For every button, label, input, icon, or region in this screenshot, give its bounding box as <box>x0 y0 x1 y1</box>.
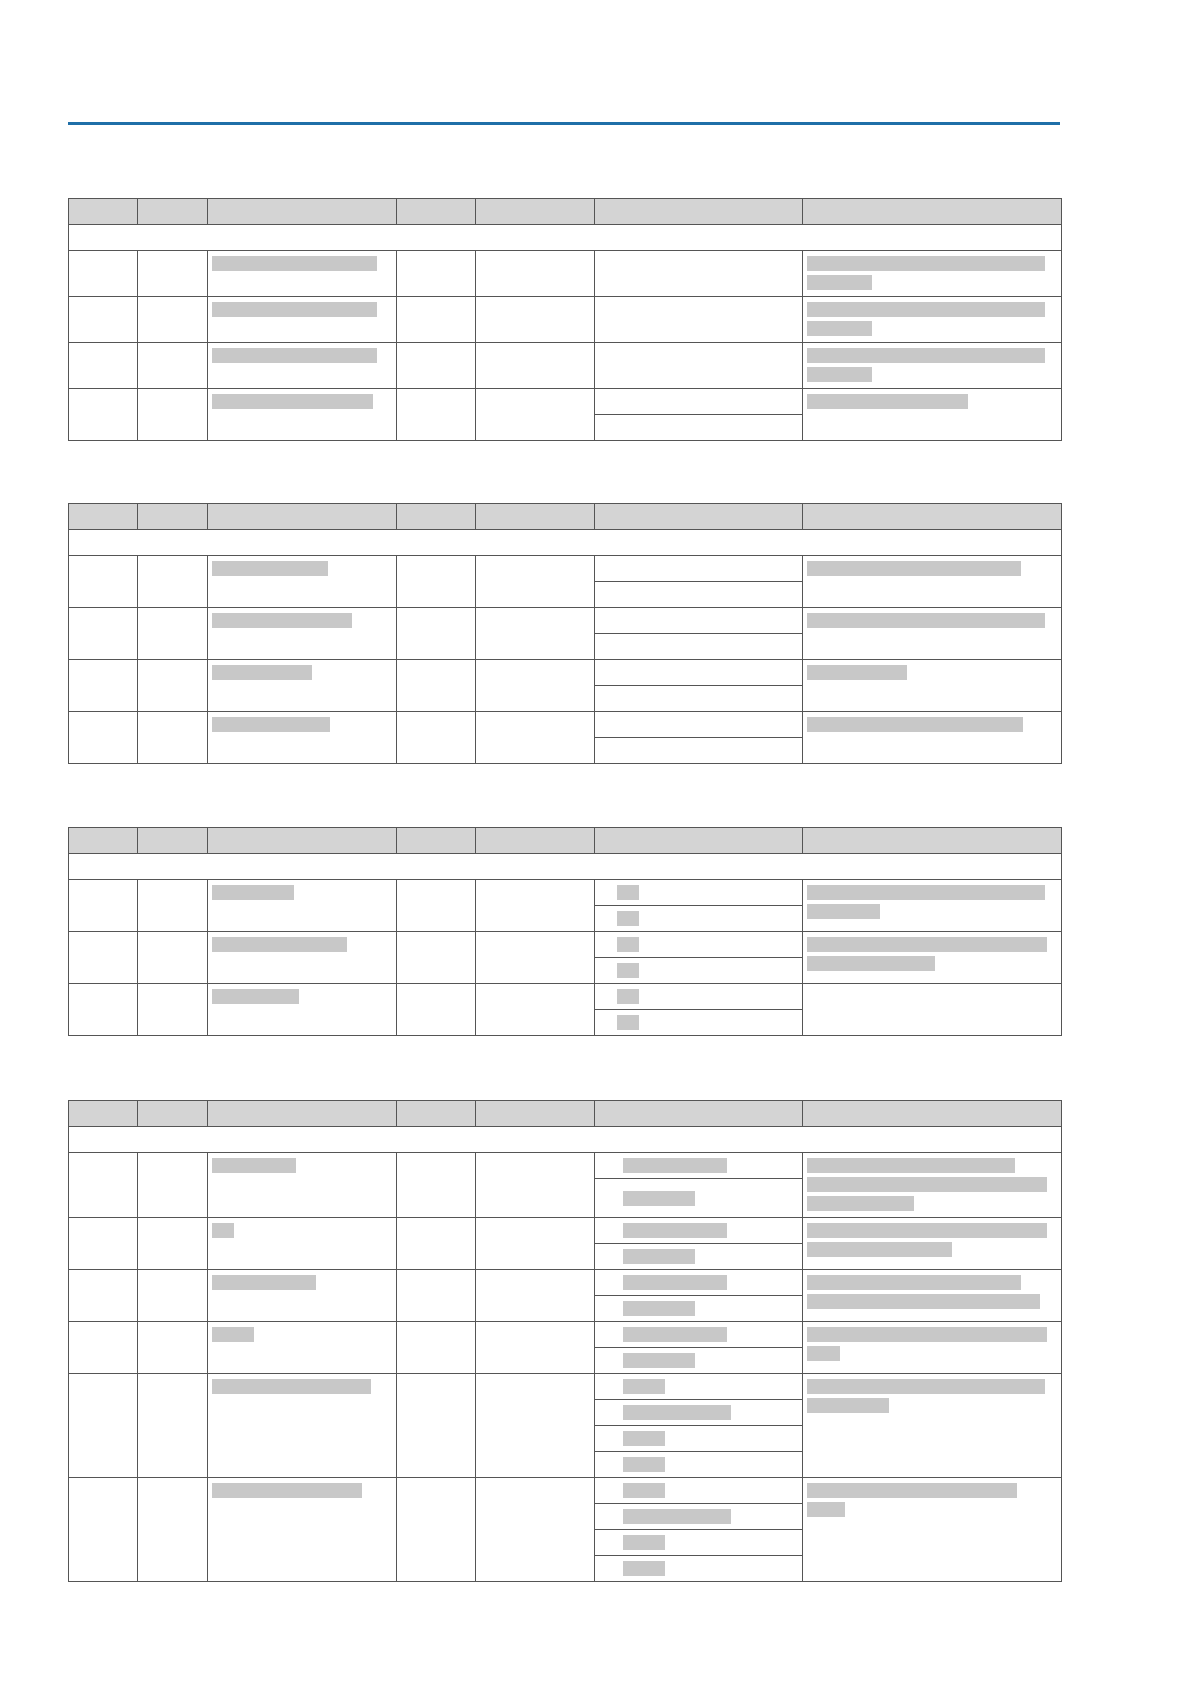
column-header <box>138 199 208 225</box>
name-cell <box>208 1478 397 1582</box>
id-cell <box>138 712 208 764</box>
redacted-text <box>807 1275 1021 1290</box>
redacted-text <box>807 1502 845 1517</box>
redacted-text <box>623 1301 695 1316</box>
redacted-text <box>212 1275 316 1290</box>
column-header <box>397 504 476 530</box>
column-header <box>397 828 476 854</box>
parameter-table <box>68 198 1062 441</box>
default-cell <box>476 297 595 343</box>
table-row <box>69 1322 1062 1348</box>
redacted-text <box>617 911 639 926</box>
table-row <box>69 389 1062 415</box>
description-cell <box>803 1322 1062 1374</box>
redacted-text <box>807 1242 952 1257</box>
option-cell <box>595 1179 803 1218</box>
option-cell <box>595 251 803 297</box>
redacted-text <box>623 1249 695 1264</box>
default-cell <box>476 932 595 984</box>
column-header <box>476 828 595 854</box>
index-cell <box>69 389 138 441</box>
name-cell <box>208 608 397 660</box>
redacted-text <box>807 367 872 382</box>
redacted-text <box>807 1398 889 1413</box>
name-cell <box>208 1374 397 1478</box>
option-cell <box>595 1296 803 1322</box>
option-cell <box>595 389 803 415</box>
id-cell <box>138 297 208 343</box>
redacted-text <box>212 561 328 576</box>
unit-cell <box>397 389 476 441</box>
id-cell <box>138 1322 208 1374</box>
option-cell <box>595 1400 803 1426</box>
redacted-text <box>807 1346 840 1361</box>
unit-cell <box>397 608 476 660</box>
column-header <box>595 828 803 854</box>
index-cell <box>69 608 138 660</box>
table-header-row <box>69 828 1062 854</box>
id-cell <box>138 660 208 712</box>
default-cell <box>476 608 595 660</box>
redacted-text <box>807 904 880 919</box>
table-row <box>69 712 1062 738</box>
index-cell <box>69 1374 138 1478</box>
table-row <box>69 1218 1062 1244</box>
column-header <box>476 504 595 530</box>
column-header <box>138 828 208 854</box>
index-cell <box>69 556 138 608</box>
id-cell <box>138 1218 208 1270</box>
column-header <box>476 199 595 225</box>
unit-cell <box>397 251 476 297</box>
index-cell <box>69 932 138 984</box>
redacted-text <box>617 963 639 978</box>
option-cell <box>595 958 803 984</box>
table-row <box>69 880 1062 906</box>
column-header <box>69 828 138 854</box>
unit-cell <box>397 343 476 389</box>
id-cell <box>138 556 208 608</box>
redacted-text <box>807 394 968 409</box>
option-cell <box>595 1322 803 1348</box>
default-cell <box>476 1478 595 1582</box>
column-header <box>208 828 397 854</box>
description-cell <box>803 297 1062 343</box>
redacted-text <box>623 1158 727 1173</box>
description-cell <box>803 932 1062 984</box>
option-cell <box>595 1218 803 1244</box>
redacted-text <box>807 348 1045 363</box>
column-header <box>208 199 397 225</box>
table-row <box>69 984 1062 1010</box>
table-row <box>69 1153 1062 1179</box>
option-cell <box>595 712 803 738</box>
option-cell <box>595 660 803 686</box>
header-rule <box>68 122 1060 125</box>
redacted-text <box>807 717 1023 732</box>
section-heading-cell <box>69 1127 1062 1153</box>
column-header <box>138 504 208 530</box>
redacted-text <box>212 613 352 628</box>
redacted-text <box>807 665 907 680</box>
name-cell <box>208 712 397 764</box>
id-cell <box>138 984 208 1036</box>
redacted-text <box>617 1015 639 1030</box>
redacted-text <box>807 937 1047 952</box>
redacted-text <box>617 937 639 952</box>
index-cell <box>69 712 138 764</box>
redacted-text <box>807 275 872 290</box>
redacted-text <box>807 1483 1017 1498</box>
name-cell <box>208 1270 397 1322</box>
description-cell <box>803 984 1062 1036</box>
table-row <box>69 343 1062 389</box>
id-cell <box>138 1374 208 1478</box>
section-row <box>69 225 1062 251</box>
name-cell <box>208 297 397 343</box>
redacted-text <box>807 1294 1040 1309</box>
default-cell <box>476 712 595 764</box>
redacted-text <box>212 885 294 900</box>
redacted-text <box>807 1158 1015 1173</box>
redacted-text <box>623 1405 731 1420</box>
column-header <box>69 504 138 530</box>
description-cell <box>803 251 1062 297</box>
redacted-text <box>212 348 377 363</box>
section-heading-cell <box>69 225 1062 251</box>
table-row <box>69 608 1062 634</box>
option-cell <box>595 738 803 764</box>
column-header <box>397 199 476 225</box>
option-cell <box>595 1348 803 1374</box>
index-cell <box>69 1153 138 1218</box>
unit-cell <box>397 1478 476 1582</box>
option-cell <box>595 1452 803 1478</box>
description-cell <box>803 556 1062 608</box>
default-cell <box>476 1218 595 1270</box>
redacted-text <box>807 561 1021 576</box>
column-header <box>803 504 1062 530</box>
option-cell <box>595 415 803 441</box>
redacted-text <box>807 956 935 971</box>
section-row <box>69 854 1062 880</box>
unit-cell <box>397 556 476 608</box>
index-cell <box>69 251 138 297</box>
redacted-text <box>212 1483 362 1498</box>
name-cell <box>208 660 397 712</box>
option-cell <box>595 556 803 582</box>
id-cell <box>138 880 208 932</box>
default-cell <box>476 660 595 712</box>
unit-cell <box>397 1374 476 1478</box>
default-cell <box>476 389 595 441</box>
redacted-text <box>623 1431 665 1446</box>
unit-cell <box>397 1322 476 1374</box>
redacted-text <box>212 394 373 409</box>
description-cell <box>803 1153 1062 1218</box>
redacted-text <box>623 1275 727 1290</box>
id-cell <box>138 608 208 660</box>
default-cell <box>476 1374 595 1478</box>
unit-cell <box>397 984 476 1036</box>
id-cell <box>138 1478 208 1582</box>
redacted-text <box>617 885 639 900</box>
column-header <box>138 1101 208 1127</box>
redacted-text <box>807 885 1045 900</box>
id-cell <box>138 343 208 389</box>
section-heading-cell <box>69 530 1062 556</box>
description-cell <box>803 1218 1062 1270</box>
option-cell <box>595 880 803 906</box>
redacted-text <box>807 1196 914 1211</box>
column-header <box>476 1101 595 1127</box>
table-row <box>69 660 1062 686</box>
description-cell <box>803 1270 1062 1322</box>
option-cell <box>595 343 803 389</box>
option-cell <box>595 932 803 958</box>
column-header <box>803 1101 1062 1127</box>
id-cell <box>138 1153 208 1218</box>
unit-cell <box>397 1218 476 1270</box>
redacted-text <box>623 1223 727 1238</box>
table-row <box>69 1478 1062 1504</box>
option-cell <box>595 906 803 932</box>
column-header <box>208 1101 397 1127</box>
index-cell <box>69 1478 138 1582</box>
index-cell <box>69 660 138 712</box>
option-cell <box>595 1478 803 1504</box>
redacted-text <box>212 1223 234 1238</box>
name-cell <box>208 1322 397 1374</box>
column-header <box>69 199 138 225</box>
option-cell <box>595 1504 803 1530</box>
option-cell <box>595 1270 803 1296</box>
table-header-row <box>69 504 1062 530</box>
description-cell <box>803 389 1062 441</box>
name-cell <box>208 984 397 1036</box>
table-row <box>69 1270 1062 1296</box>
index-cell <box>69 297 138 343</box>
option-cell <box>595 1010 803 1036</box>
name-cell <box>208 932 397 984</box>
section-row <box>69 1127 1062 1153</box>
column-header <box>803 828 1062 854</box>
redacted-text <box>212 717 330 732</box>
column-header <box>595 199 803 225</box>
redacted-text <box>212 989 299 1004</box>
default-cell <box>476 1322 595 1374</box>
column-header <box>595 504 803 530</box>
redacted-text <box>807 1223 1047 1238</box>
option-cell <box>595 1556 803 1582</box>
default-cell <box>476 343 595 389</box>
redacted-text <box>807 256 1045 271</box>
redacted-text <box>212 1327 254 1342</box>
name-cell <box>208 343 397 389</box>
name-cell <box>208 1153 397 1218</box>
redacted-text <box>807 613 1045 628</box>
index-cell <box>69 1270 138 1322</box>
redacted-text <box>623 1327 727 1342</box>
redacted-text <box>807 302 1045 317</box>
unit-cell <box>397 1270 476 1322</box>
index-cell <box>69 984 138 1036</box>
description-cell <box>803 660 1062 712</box>
description-cell <box>803 712 1062 764</box>
description-cell <box>803 1478 1062 1582</box>
parameter-table <box>68 827 1062 1036</box>
section-row <box>69 530 1062 556</box>
unit-cell <box>397 880 476 932</box>
redacted-text <box>623 1561 665 1576</box>
column-header <box>397 1101 476 1127</box>
column-header <box>208 504 397 530</box>
redacted-text <box>212 256 377 271</box>
name-cell <box>208 880 397 932</box>
redacted-text <box>623 1191 695 1206</box>
table-row <box>69 297 1062 343</box>
option-cell <box>595 1530 803 1556</box>
option-cell <box>595 1244 803 1270</box>
option-cell <box>595 582 803 608</box>
description-cell <box>803 1374 1062 1478</box>
description-cell <box>803 608 1062 660</box>
option-cell <box>595 634 803 660</box>
redacted-text <box>212 665 312 680</box>
redacted-text <box>807 321 872 336</box>
unit-cell <box>397 660 476 712</box>
redacted-text <box>623 1535 665 1550</box>
name-cell <box>208 1218 397 1270</box>
table-row <box>69 556 1062 582</box>
index-cell <box>69 880 138 932</box>
id-cell <box>138 1270 208 1322</box>
index-cell <box>69 343 138 389</box>
option-cell <box>595 1153 803 1179</box>
table-row <box>69 1374 1062 1400</box>
id-cell <box>138 932 208 984</box>
description-cell <box>803 880 1062 932</box>
option-cell <box>595 686 803 712</box>
default-cell <box>476 556 595 608</box>
unit-cell <box>397 1153 476 1218</box>
redacted-text <box>617 989 639 1004</box>
name-cell <box>208 251 397 297</box>
redacted-text <box>212 1379 371 1394</box>
id-cell <box>138 389 208 441</box>
redacted-text <box>623 1353 695 1368</box>
redacted-text <box>807 1379 1045 1394</box>
name-cell <box>208 389 397 441</box>
table-header-row <box>69 1101 1062 1127</box>
option-cell <box>595 608 803 634</box>
redacted-text <box>807 1177 1047 1192</box>
default-cell <box>476 984 595 1036</box>
redacted-text <box>212 1158 296 1173</box>
option-cell <box>595 1426 803 1452</box>
unit-cell <box>397 932 476 984</box>
option-cell <box>595 297 803 343</box>
default-cell <box>476 251 595 297</box>
redacted-text <box>623 1379 665 1394</box>
section-heading-cell <box>69 854 1062 880</box>
index-cell <box>69 1322 138 1374</box>
id-cell <box>138 251 208 297</box>
table-row <box>69 932 1062 958</box>
column-header <box>69 1101 138 1127</box>
redacted-text <box>623 1457 665 1472</box>
table-header-row <box>69 199 1062 225</box>
index-cell <box>69 1218 138 1270</box>
description-cell <box>803 343 1062 389</box>
default-cell <box>476 1153 595 1218</box>
name-cell <box>208 556 397 608</box>
table-row <box>69 251 1062 297</box>
unit-cell <box>397 712 476 764</box>
redacted-text <box>807 1327 1047 1342</box>
redacted-text <box>212 937 347 952</box>
redacted-text <box>623 1509 731 1524</box>
column-header <box>595 1101 803 1127</box>
parameter-table <box>68 503 1062 764</box>
column-header <box>803 199 1062 225</box>
redacted-text <box>212 302 377 317</box>
redacted-text <box>623 1483 665 1498</box>
option-cell <box>595 1374 803 1400</box>
unit-cell <box>397 297 476 343</box>
default-cell <box>476 880 595 932</box>
option-cell <box>595 984 803 1010</box>
parameter-table <box>68 1100 1062 1582</box>
default-cell <box>476 1270 595 1322</box>
